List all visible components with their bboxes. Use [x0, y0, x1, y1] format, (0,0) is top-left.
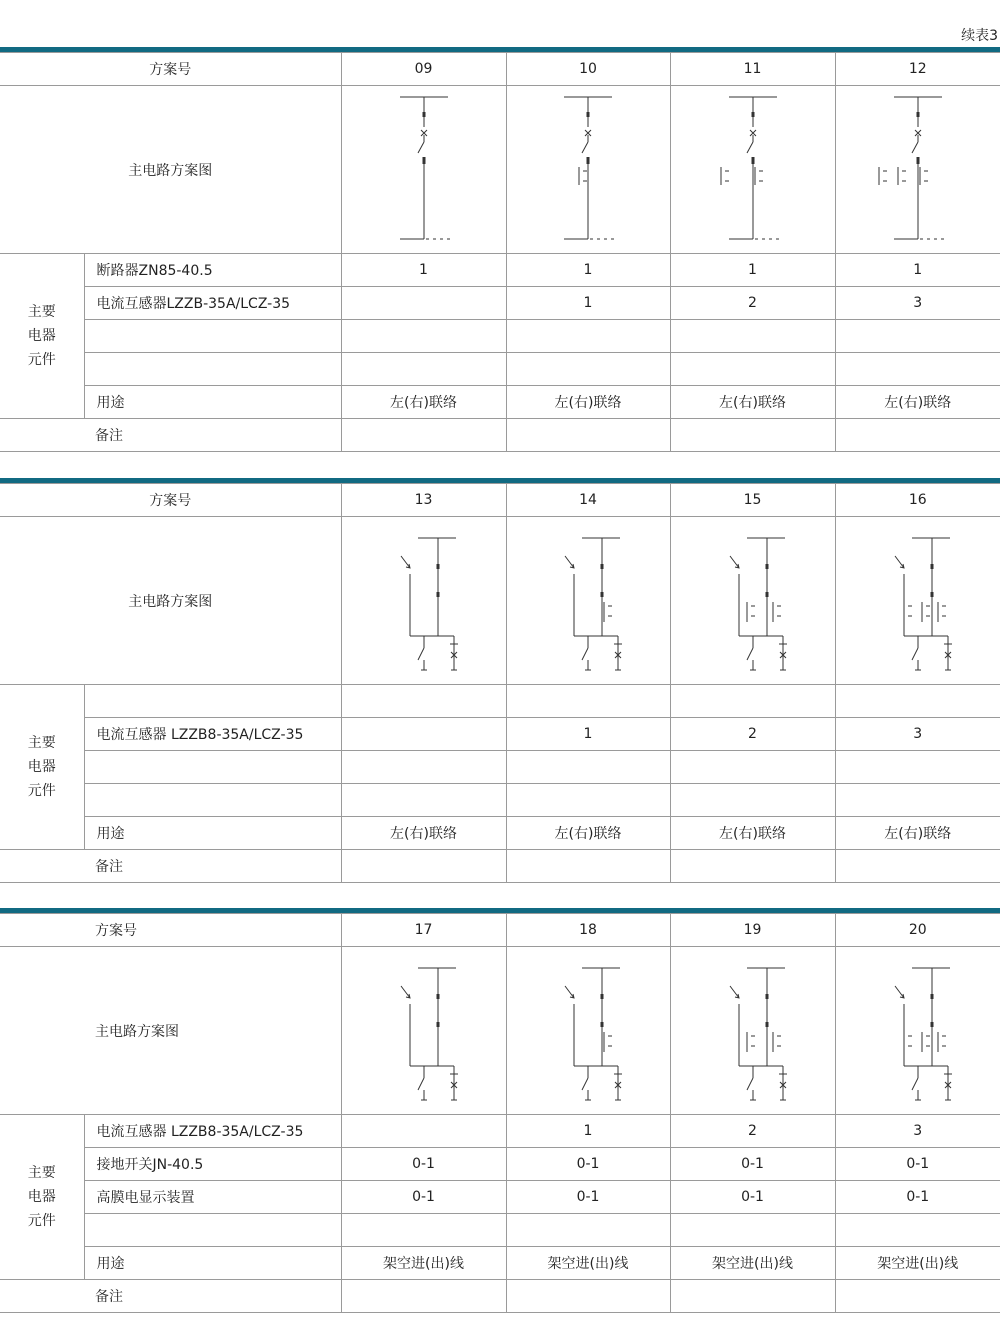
- component-value: 左(右)联络: [506, 817, 670, 850]
- component-value: [341, 1214, 506, 1247]
- component-row: [0, 784, 1000, 817]
- component-value: [835, 751, 1000, 784]
- component-label: 断路器ZN85-40.5: [84, 254, 341, 287]
- circuit-diagram-cell: [506, 86, 670, 254]
- scheme-number: 16: [835, 484, 1000, 517]
- circuit-diagram-cell: [835, 86, 1000, 254]
- component-value: 左(右)联络: [341, 386, 506, 419]
- circuit-diagram-cell: [341, 947, 506, 1115]
- component-value: [506, 1214, 670, 1247]
- scheme-table: [0, 913, 1000, 1313]
- scheme-number: 10: [506, 53, 670, 86]
- scheme-number: 11: [670, 53, 835, 86]
- earthing-circuit-icon: [673, 948, 833, 1113]
- circuit-diagram-cell: [670, 517, 835, 685]
- circuit-diagram-cell: [506, 517, 670, 685]
- component-value: [506, 320, 670, 353]
- earthing-circuit-icon: [508, 948, 668, 1113]
- component-value: 3: [835, 718, 1000, 751]
- earthing-circuit-icon: [508, 518, 668, 683]
- component-value: 0-1: [835, 1181, 1000, 1214]
- component-value: 左(右)联络: [835, 386, 1000, 419]
- scheme-number: 14: [506, 484, 670, 517]
- component-label: 用途: [84, 386, 341, 419]
- scheme-table: [0, 483, 1000, 883]
- scheme-number: 20: [835, 914, 1000, 947]
- breaker-circuit-icon: [673, 87, 833, 252]
- component-value: [341, 685, 506, 718]
- component-value: [670, 320, 835, 353]
- component-value: 2: [670, 718, 835, 751]
- circuit-diagram-cell: [506, 947, 670, 1115]
- component-value: 3: [835, 287, 1000, 320]
- component-row: [0, 1148, 1000, 1181]
- component-value: [506, 685, 670, 718]
- component-row: [0, 386, 1000, 419]
- scheme-number-row: [0, 914, 1000, 947]
- component-value: [670, 685, 835, 718]
- note-row: [0, 1280, 1000, 1313]
- scheme-number-label: 方案号: [0, 914, 341, 947]
- scheme-number-label: 方案号: [0, 53, 341, 86]
- main-components-group-label: 主要 电器 元件: [0, 685, 84, 850]
- component-value: 左(右)联络: [506, 386, 670, 419]
- component-value: 1: [341, 254, 506, 287]
- component-row: [0, 1214, 1000, 1247]
- note-row: [0, 850, 1000, 883]
- circuit-diagram-cell: [670, 86, 835, 254]
- scheme-number: 12: [835, 53, 1000, 86]
- component-label: [84, 784, 341, 817]
- component-value: 0-1: [506, 1181, 670, 1214]
- component-row: [0, 1247, 1000, 1280]
- component-row: [0, 254, 1000, 287]
- component-value: 1: [506, 718, 670, 751]
- note-cell: [835, 419, 1000, 452]
- component-value: 架空进(出)线: [341, 1247, 506, 1280]
- component-value: 0-1: [670, 1181, 835, 1214]
- circuit-diagram-row: [0, 517, 1000, 685]
- component-value: 2: [670, 287, 835, 320]
- component-label: 用途: [84, 817, 341, 850]
- component-value: [506, 784, 670, 817]
- component-label: [84, 353, 341, 386]
- main-components-group-label: 主要 电器 元件: [0, 254, 84, 419]
- circuit-diagram-cell: [670, 947, 835, 1115]
- component-value: 0-1: [506, 1148, 670, 1181]
- component-label: [84, 685, 341, 718]
- note-cell: [341, 850, 506, 883]
- component-value: [670, 784, 835, 817]
- note-label: 备注: [0, 419, 341, 452]
- note-row: [0, 419, 1000, 452]
- component-value: [835, 320, 1000, 353]
- component-value: 0-1: [341, 1148, 506, 1181]
- circuit-diagram-label: 主电路方案图: [0, 947, 341, 1115]
- scheme-number: 17: [341, 914, 506, 947]
- component-row: [0, 817, 1000, 850]
- component-value: [506, 751, 670, 784]
- component-label: 电流互感器LZZB-35A/LCZ-35: [84, 287, 341, 320]
- component-value: [670, 353, 835, 386]
- component-value: 1: [506, 1115, 670, 1148]
- component-value: 1: [506, 287, 670, 320]
- note-cell: [506, 1280, 670, 1313]
- component-value: 2: [670, 1115, 835, 1148]
- component-value: 0-1: [835, 1148, 1000, 1181]
- component-row: [0, 1181, 1000, 1214]
- component-row: [0, 353, 1000, 386]
- earthing-circuit-icon: [673, 518, 833, 683]
- component-label: 用途: [84, 1247, 341, 1280]
- circuit-diagram-row: [0, 86, 1000, 254]
- component-value: 架空进(出)线: [670, 1247, 835, 1280]
- component-value: [835, 784, 1000, 817]
- component-value: 1: [670, 254, 835, 287]
- component-value: [506, 353, 670, 386]
- note-cell: [670, 419, 835, 452]
- component-value: [341, 287, 506, 320]
- scheme-number: 15: [670, 484, 835, 517]
- continued-table-caption: 续表3: [961, 28, 998, 44]
- earthing-circuit-icon: [344, 518, 504, 683]
- component-label: 高膜电显示装置: [84, 1181, 341, 1214]
- component-value: 左(右)联络: [670, 817, 835, 850]
- component-value: [341, 320, 506, 353]
- component-label: 电流互感器 LZZB8-35A/LCZ-35: [84, 1115, 341, 1148]
- note-cell: [670, 850, 835, 883]
- component-value: [670, 751, 835, 784]
- component-value: 1: [835, 254, 1000, 287]
- note-cell: [506, 850, 670, 883]
- circuit-diagram-row: [0, 947, 1000, 1115]
- breaker-circuit-icon: [508, 87, 668, 252]
- component-value: [341, 1115, 506, 1148]
- component-label: [84, 1214, 341, 1247]
- note-label: 备注: [0, 1280, 341, 1313]
- component-label: 电流互感器 LZZB8-35A/LCZ-35: [84, 718, 341, 751]
- main-components-group-label: 主要 电器 元件: [0, 1115, 84, 1280]
- component-value: [341, 353, 506, 386]
- circuit-diagram-cell: [341, 517, 506, 685]
- component-value: 0-1: [341, 1181, 506, 1214]
- component-value: 3: [835, 1115, 1000, 1148]
- note-cell: [835, 1280, 1000, 1313]
- note-cell: [341, 419, 506, 452]
- component-row: [0, 685, 1000, 718]
- component-label: [84, 320, 341, 353]
- scheme-table: [0, 52, 1000, 452]
- breaker-circuit-icon: [838, 87, 998, 252]
- earthing-circuit-icon: [344, 948, 504, 1113]
- note-cell: [835, 850, 1000, 883]
- component-value: [835, 353, 1000, 386]
- note-label: 备注: [0, 850, 341, 883]
- component-row: [0, 320, 1000, 353]
- component-value: [670, 1214, 835, 1247]
- circuit-diagram-cell: [341, 86, 506, 254]
- component-value: 架空进(出)线: [506, 1247, 670, 1280]
- circuit-diagram-cell: [835, 517, 1000, 685]
- circuit-diagram-label: 主电路方案图: [0, 517, 341, 685]
- component-value: [341, 718, 506, 751]
- component-value: [341, 784, 506, 817]
- scheme-number-row: [0, 484, 1000, 517]
- scheme-number-row: [0, 53, 1000, 86]
- earthing-circuit-icon: [838, 518, 998, 683]
- component-value: 1: [506, 254, 670, 287]
- component-row: [0, 718, 1000, 751]
- note-cell: [506, 419, 670, 452]
- circuit-diagram-cell: [835, 947, 1000, 1115]
- note-cell: [341, 1280, 506, 1313]
- scheme-number: 13: [341, 484, 506, 517]
- scheme-number-label: 方案号: [0, 484, 341, 517]
- note-cell: [670, 1280, 835, 1313]
- component-value: 架空进(出)线: [835, 1247, 1000, 1280]
- component-label: 接地开关JN-40.5: [84, 1148, 341, 1181]
- breaker-circuit-icon: [344, 87, 504, 252]
- scheme-number: 18: [506, 914, 670, 947]
- component-row: [0, 751, 1000, 784]
- component-value: 左(右)联络: [670, 386, 835, 419]
- component-row: [0, 1115, 1000, 1148]
- circuit-diagram-label: 主电路方案图: [0, 86, 341, 254]
- component-label: [84, 751, 341, 784]
- scheme-number: 09: [341, 53, 506, 86]
- component-value: 0-1: [670, 1148, 835, 1181]
- component-value: [835, 1214, 1000, 1247]
- scheme-number: 19: [670, 914, 835, 947]
- component-row: [0, 287, 1000, 320]
- component-value: 左(右)联络: [341, 817, 506, 850]
- component-value: [341, 751, 506, 784]
- component-value: [835, 685, 1000, 718]
- earthing-circuit-icon: [838, 948, 998, 1113]
- component-value: 左(右)联络: [835, 817, 1000, 850]
